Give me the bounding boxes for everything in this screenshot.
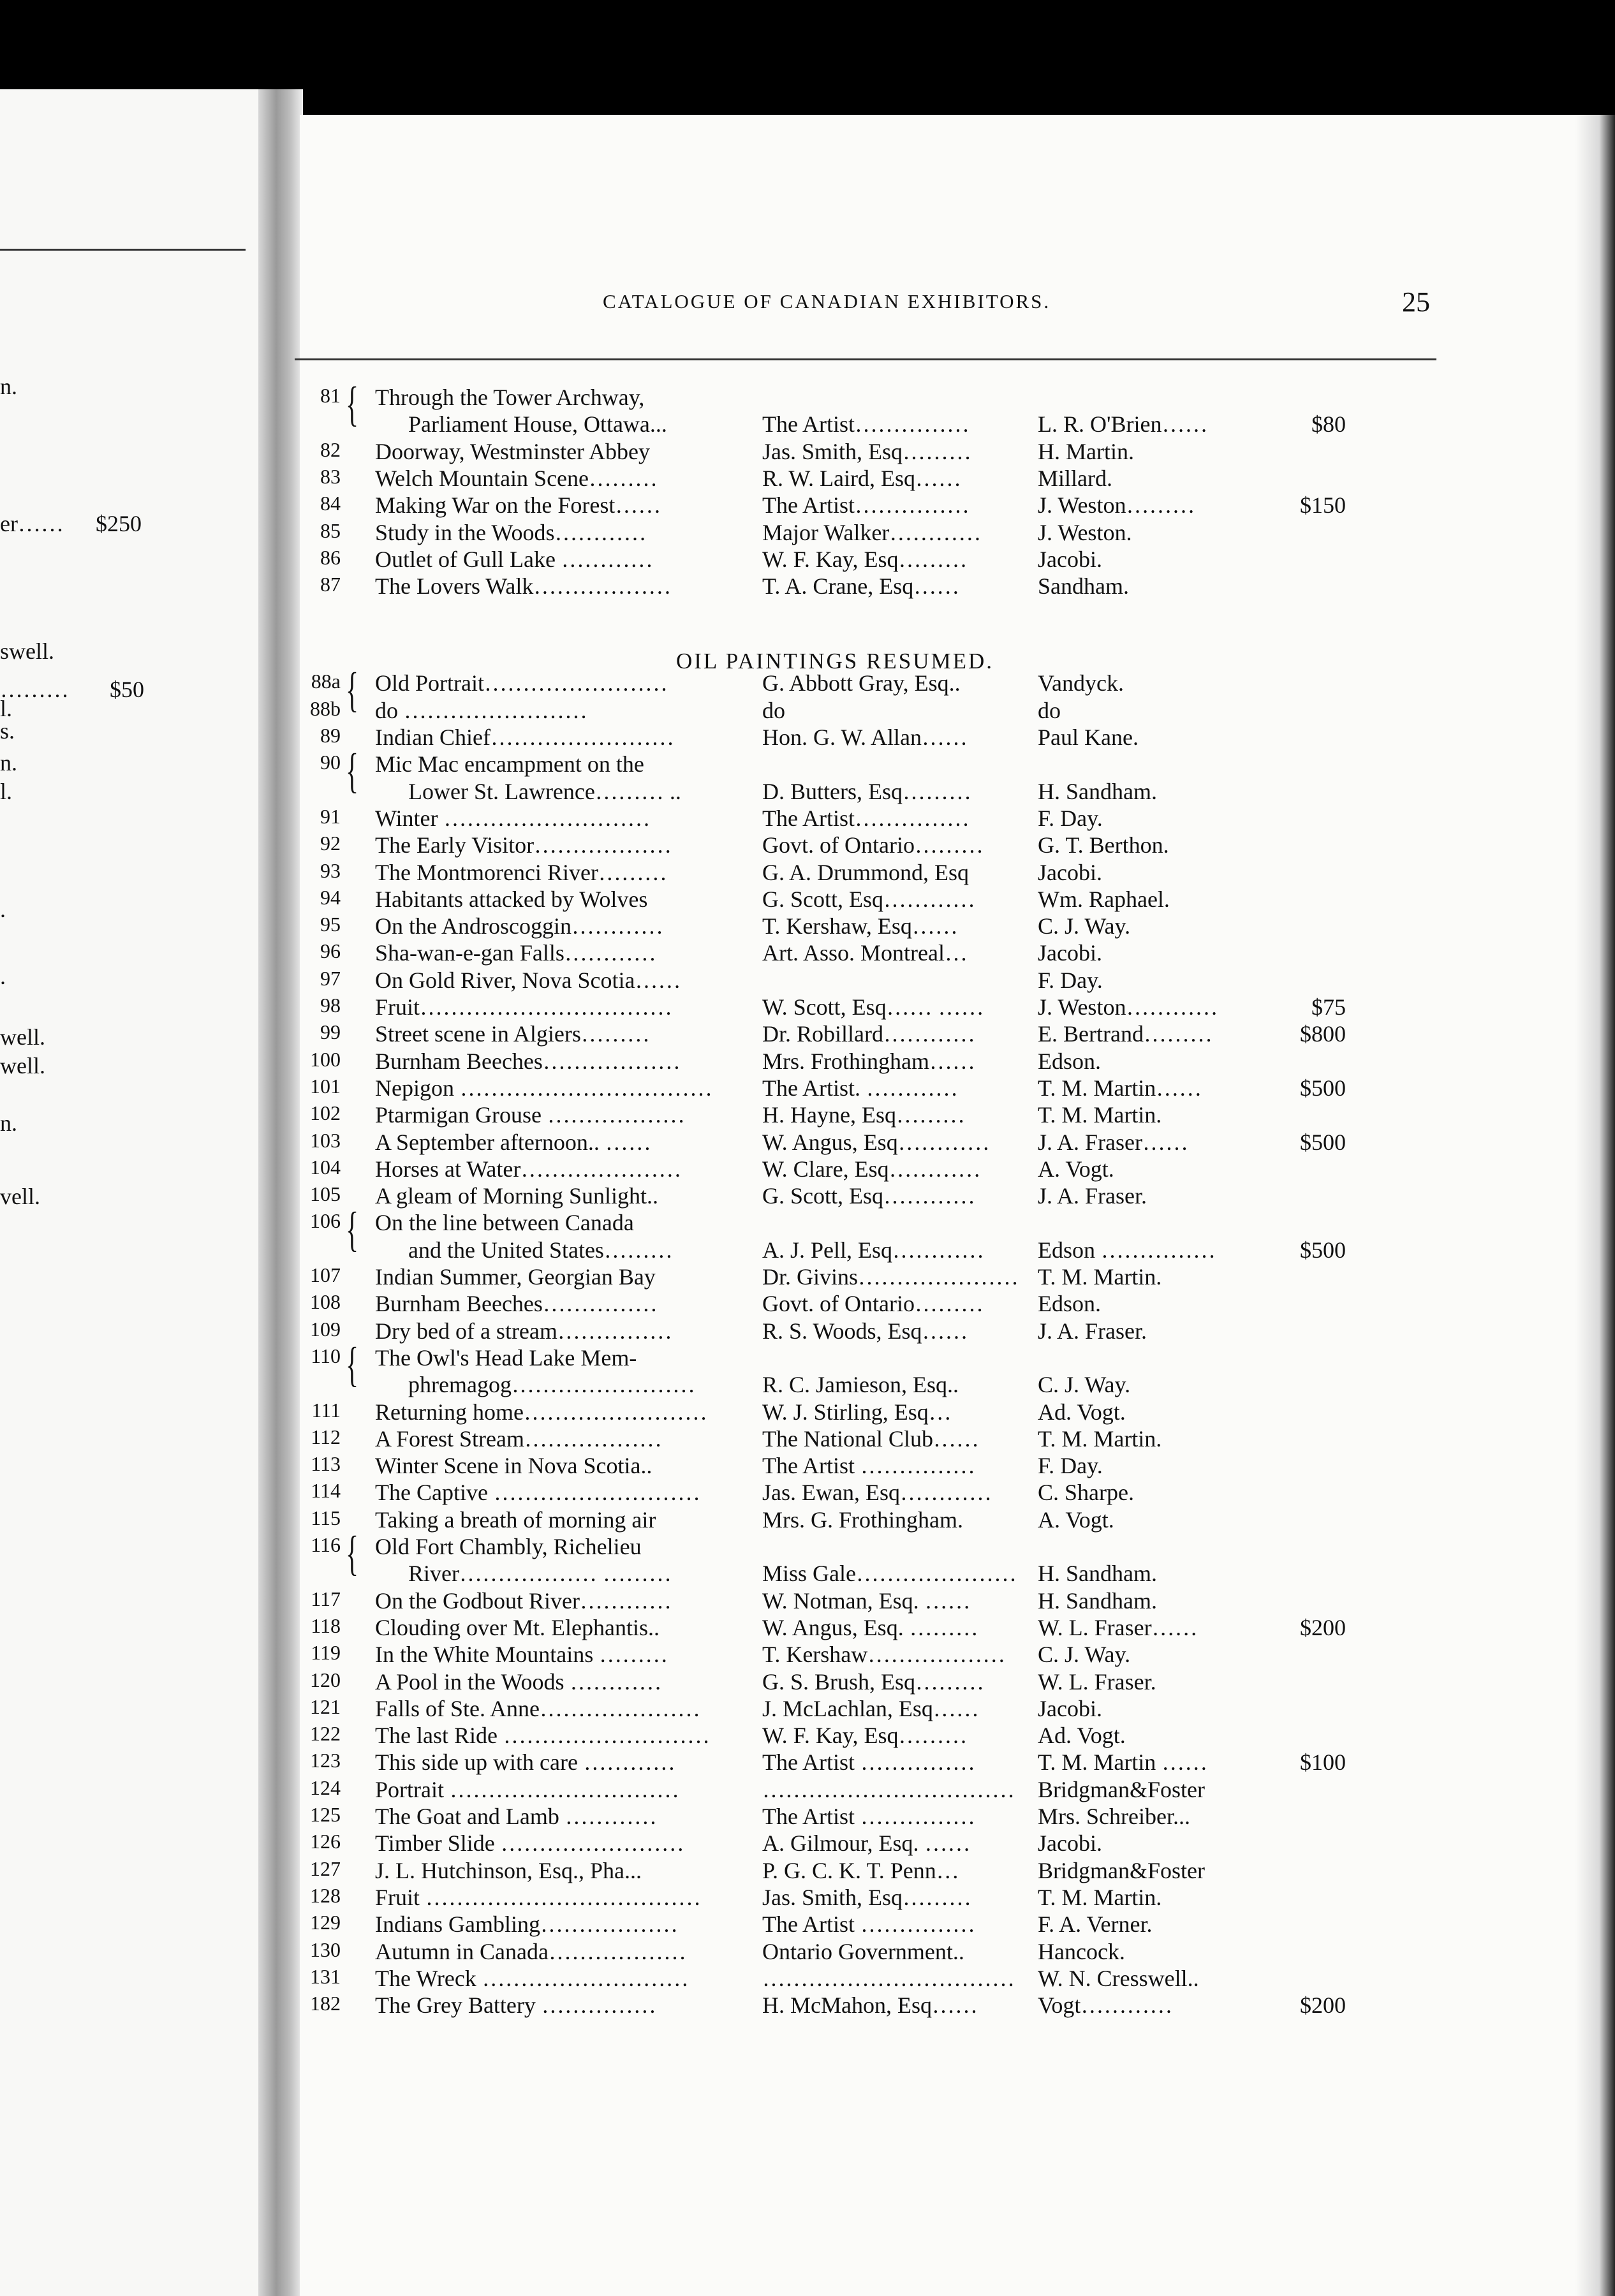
left-page-fragment: . (0, 897, 6, 922)
entry-title: Fruit ……………………………… (375, 1884, 702, 1910)
entry-owner: Mrs. Frothingham…… (762, 1048, 976, 1074)
entry-title: Indian Chief…………………… (375, 725, 674, 750)
entry-number: 100 (310, 1047, 341, 1071)
left-page-fragment: n. (0, 374, 17, 399)
section-title: OIL PAINTINGS RESUMED. (676, 649, 994, 673)
entry-owner: P. G. C. K. T. Penn… (762, 1857, 959, 1883)
entry-owner: G. Scott, Esq………… (762, 886, 976, 912)
entry-artist: T. M. Martin…… (1038, 1075, 1202, 1101)
entry-number: 113 (311, 1452, 341, 1476)
entry-artist: C. J. Way. (1038, 1372, 1131, 1398)
entry-number: 83 (320, 464, 341, 488)
entry-owner: Hon. G. W. Allan…… (762, 725, 968, 750)
entry-number: 106 (310, 1209, 341, 1233)
entry-number: 125 (310, 1803, 341, 1826)
entry-title: Dry bed of a stream…………… (375, 1318, 672, 1344)
entry-title: Sha-wan-e-gan Falls………… (375, 940, 656, 966)
entry-owner: W. Angus, Esq………… (762, 1129, 990, 1155)
entry-artist: G. T. Berthon. (1038, 832, 1169, 858)
entry-title: A gleam of Morning Sunlight.. (375, 1183, 658, 1209)
entry-title: The Goat and Lamb ………… (375, 1804, 657, 1829)
entry-artist: Jacobi. (1038, 1830, 1102, 1857)
entry-number: 117 (311, 1587, 341, 1610)
entry-artist: W. L. Fraser…… (1038, 1614, 1198, 1640)
entry-title: The Montmorenci River……… (375, 859, 667, 885)
entry-title: Nepigon …………………………… (375, 1075, 712, 1101)
entry-owner: T. A. Crane, Esq…… (762, 573, 960, 600)
left-page-fragment: l. (0, 696, 13, 721)
entry-owner: The Artist …………… (762, 1749, 975, 1776)
brace-mark: { (346, 1527, 359, 1580)
entry-number: 120 (310, 1668, 341, 1691)
entry-title: Taking a breath of morning air (375, 1506, 656, 1533)
left-page-fragment: n. (0, 750, 17, 776)
entry-number: 127 (310, 1857, 341, 1880)
entry-owner: A. Gilmour, Esq. …… (762, 1830, 971, 1857)
entry-number: 88a (311, 670, 341, 693)
entry-artist: Edson …………… (1038, 1237, 1216, 1263)
entry-price: $200 (1300, 1614, 1346, 1640)
entry-number: 86 (320, 545, 341, 569)
entry-price: $500 (1300, 1075, 1346, 1101)
page-number: 25 (1402, 286, 1430, 318)
entry-title: The last Ride ……………………… (375, 1723, 710, 1749)
entry-artist: Hancock. (1038, 1938, 1125, 1964)
entry-number: 99 (320, 1020, 341, 1044)
entry-artist: T. M. Martin. (1038, 1884, 1162, 1910)
entry-artist: F. Day. (1038, 967, 1103, 993)
entry-artist: F. Day. (1038, 805, 1103, 831)
entry-owner: The Artist. ………… (762, 1075, 958, 1101)
left-page-fragment: well. (0, 1024, 45, 1050)
entry-price: $80 (1311, 411, 1346, 438)
entry-owner: R. W. Laird, Esq…… (762, 465, 961, 491)
entry-title: River……………… ……… (408, 1561, 672, 1587)
left-page (0, 89, 268, 2296)
entry-owner: G. A. Drummond, Esq (762, 859, 969, 885)
entry-number: 124 (310, 1776, 341, 1799)
entry-number: 82 (320, 438, 341, 461)
entry-owner: Dr. Robillard………… (762, 1021, 975, 1047)
entry-title: Winter Scene in Nova Scotia.. (375, 1453, 653, 1479)
entry-title: Indian Summer, Georgian Bay (375, 1264, 656, 1290)
entry-artist: J. Weston……… (1038, 492, 1195, 519)
entry-owner: A. J. Pell, Esq………… (762, 1237, 985, 1263)
entry-owner: W. J. Stirling, Esq… (762, 1399, 952, 1425)
entry-title: Timber Slide …………………… (375, 1830, 684, 1857)
entry-number: 105 (310, 1182, 341, 1206)
entry-owner: The Artist…………… (762, 492, 970, 519)
entry-owner: G. S. Brush, Esq……… (762, 1668, 985, 1695)
entry-price: $800 (1300, 1021, 1346, 1047)
entry-artist: Jacobi. (1038, 859, 1102, 885)
entry-owner: The Artist…………… (762, 411, 970, 438)
entry-artist: Bridgman&Foster (1038, 1857, 1205, 1883)
entry-owner: W. Angus, Esq. ……… (762, 1614, 978, 1640)
entry-artist: Jacobi. (1038, 1695, 1102, 1721)
entry-owner: Jas. Smith, Esq……… (762, 438, 972, 464)
entry-number: 104 (310, 1155, 341, 1179)
entry-number: 91 (320, 804, 341, 828)
entry-owner: The Artist …………… (762, 1804, 975, 1829)
page-gutter (258, 89, 303, 2296)
entry-number: 126 (310, 1830, 341, 1853)
left-page-fragment: er…… (0, 511, 64, 536)
entry-number: 93 (320, 858, 341, 882)
entry-title: On Gold River, Nova Scotia…… (375, 967, 681, 993)
entry-owner: H. McMahon, Esq…… (762, 1992, 978, 2019)
entry-owner: …………………………… (762, 1776, 1015, 1802)
entry-artist: J. A. Fraser…… (1038, 1129, 1188, 1155)
entry-title: The Grey Battery …………… (375, 1992, 656, 2019)
entry-title: Study in the Woods………… (375, 519, 647, 545)
entry-title: A Pool in the Woods ………… (375, 1668, 662, 1695)
entry-title: The Owl's Head Lake Mem- (375, 1344, 637, 1371)
entry-owner: J. McLachlan, Esq…… (762, 1695, 979, 1721)
entry-owner: W. F. Kay, Esq……… (762, 1723, 968, 1749)
entry-number: 108 (310, 1290, 341, 1314)
entry-title: and the United States……… (408, 1237, 673, 1263)
entry-artist: Mrs. Schreiber... (1038, 1804, 1190, 1829)
left-page-price: $50 (110, 677, 144, 702)
entry-title: Street scene in Algiers……… (375, 1021, 650, 1047)
entry-owner: W. Notman, Esq. …… (762, 1587, 971, 1614)
entry-artist: C. J. Way. (1038, 1642, 1131, 1668)
entry-artist: H. Sandham. (1038, 778, 1157, 804)
entry-title: do …………………… (375, 697, 587, 723)
entry-price: $100 (1300, 1749, 1346, 1776)
entry-number: 84 (320, 492, 341, 515)
running-head: CATALOGUE OF CANADIAN EXHIBITORS. (603, 290, 1051, 313)
entry-number: 110 (311, 1344, 341, 1367)
entry-artist: J. Weston………… (1038, 994, 1218, 1020)
entry-owner: H. Hayne, Esq……… (762, 1102, 965, 1128)
brace-mark: { (346, 1337, 359, 1392)
entry-number: 107 (310, 1263, 341, 1286)
left-page-fragment: s. (0, 718, 15, 744)
entry-owner: The Artist …………… (762, 1911, 975, 1938)
entry-artist: T. M. Martin …… (1038, 1749, 1208, 1776)
entry-title: Old Fort Chambly, Richelieu (375, 1534, 642, 1559)
entry-title: Burnham Beeches……………… (375, 1048, 681, 1074)
entry-number: 97 (320, 966, 341, 990)
entry-owner: Mrs. G. Frothingham. (762, 1506, 963, 1533)
left-page-fragment: l. (0, 779, 13, 804)
entry-artist: Vogt………… (1038, 1992, 1173, 2019)
entry-title: On the Androscoggin………… (375, 913, 663, 939)
entry-owner: Art. Asso. Montreal… (762, 940, 968, 966)
left-page-fragment: n. (0, 1110, 17, 1136)
entry-title: Welch Mountain Scene……… (375, 465, 658, 491)
left-page-fragment: . (0, 964, 6, 989)
entry-title: The Lovers Walk……………… (375, 573, 672, 600)
entry-artist: A. Vogt. (1038, 1506, 1114, 1533)
entry-title: A Forest Stream……………… (375, 1425, 662, 1452)
entry-owner: Major Walker………… (762, 519, 982, 545)
entry-owner: Jas. Ewan, Esq………… (762, 1480, 992, 1506)
entry-number: 130 (310, 1938, 341, 1961)
entry-title: J. L. Hutchinson, Esq., Pha... (375, 1857, 642, 1883)
entry-number: 103 (310, 1128, 341, 1152)
left-page-fragment: ……… (0, 677, 69, 702)
entry-number: 123 (310, 1749, 341, 1772)
entry-owner: T. Kershaw, Esq…… (762, 913, 958, 939)
entry-title: On the Godbout River………… (375, 1587, 672, 1614)
header-rule (295, 358, 1436, 360)
entry-title: On the line between Canada (375, 1210, 634, 1236)
entry-artist: Ad. Vogt. (1038, 1399, 1126, 1425)
entry-owner: Jas. Smith, Esq……… (762, 1884, 972, 1910)
entry-artist: H. Sandham. (1038, 1587, 1157, 1614)
entry-artist: Millard. (1038, 465, 1112, 491)
entry-title: Portrait ………………………… (375, 1776, 679, 1802)
entry-title: Through the Tower Archway, (375, 385, 645, 410)
entry-artist: Edson. (1038, 1291, 1101, 1317)
entry-title: phremagog…………………… (408, 1372, 695, 1398)
entry-owner: G. Abbott Gray, Esq.. (762, 670, 961, 696)
entry-number: 96 (320, 939, 341, 963)
entry-title: Parliament House, Ottawa... (408, 411, 667, 438)
entry-owner: D. Butters, Esq……… (762, 778, 971, 804)
entry-artist: F. Day. (1038, 1453, 1103, 1479)
entry-title: A September afternoon.. …… (375, 1129, 651, 1155)
left-page-price: $250 (96, 511, 142, 536)
entry-artist: C. Sharpe. (1038, 1480, 1134, 1506)
entry-number: 122 (310, 1722, 341, 1746)
entry-owner: Ontario Government.. (762, 1938, 964, 1964)
entry-artist: E. Bertrand……… (1038, 1021, 1213, 1047)
entry-title: Old Portrait…………………… (375, 670, 668, 696)
entry-number: 129 (310, 1911, 341, 1934)
entry-artist: Paul Kane. (1038, 725, 1139, 750)
entry-title: Lower St. Lawrence……… .. (408, 778, 681, 804)
entry-title: Habitants attacked by Wolves (375, 886, 648, 912)
entry-number: 114 (311, 1479, 341, 1503)
entry-artist: Edson. (1038, 1048, 1101, 1074)
entry-owner: The Artist…………… (762, 805, 970, 831)
brace-mark: { (346, 663, 359, 718)
entry-artist: J. A. Fraser. (1038, 1318, 1147, 1344)
entry-number: 90 (320, 751, 341, 774)
entry-title: Horses at Water………………… (375, 1156, 682, 1182)
entry-artist: Bridgman&Foster (1038, 1776, 1205, 1802)
entry-artist: Vandyck. (1038, 670, 1124, 696)
entry-owner: do (762, 697, 785, 723)
entry-number: 119 (311, 1641, 341, 1665)
entry-owner: W. Scott, Esq…… …… (762, 994, 984, 1020)
entry-title: Making War on the Forest…… (375, 492, 661, 519)
entry-title: Burnham Beeches…………… (375, 1291, 658, 1317)
entry-artist: do (1038, 697, 1061, 723)
entry-owner: R. C. Jamieson, Esq.. (762, 1372, 959, 1398)
entry-price: $75 (1311, 994, 1346, 1020)
entry-number: 102 (310, 1101, 341, 1125)
entry-artist: T. M. Martin. (1038, 1425, 1162, 1452)
entry-artist: H. Sandham. (1038, 1561, 1157, 1587)
entry-title: Clouding over Mt. Elephantis.. (375, 1614, 660, 1640)
entry-title: Ptarmigan Grouse ……………… (375, 1102, 685, 1128)
entry-artist: T. M. Martin. (1038, 1102, 1162, 1128)
entry-artist: F. A. Verner. (1038, 1911, 1153, 1938)
left-page-fragment: well. (0, 1053, 45, 1078)
entry-owner: W. F. Kay, Esq……… (762, 546, 968, 572)
entry-owner: R. S. Woods, Esq…… (762, 1318, 968, 1344)
entry-artist: Ad. Vogt. (1038, 1723, 1126, 1749)
entry-owner: …………………………… (762, 1965, 1015, 1991)
entry-title: The Wreck ……………………… (375, 1965, 689, 1991)
entry-number: 109 (310, 1317, 341, 1341)
entry-title: Autumn in Canada……………… (375, 1938, 686, 1964)
entry-owner: Dr. Givins………………… (762, 1264, 1019, 1290)
entry-artist: Sandham. (1038, 573, 1129, 600)
entry-number: 121 (310, 1695, 341, 1718)
entry-owner: G. Scott, Esq………… (762, 1183, 976, 1209)
entry-title: Winter ……………………… (375, 805, 651, 831)
entry-price: $150 (1300, 492, 1346, 519)
entry-title: The Captive ……………………… (375, 1480, 700, 1506)
entry-owner: W. Clare, Esq………… (762, 1156, 981, 1182)
entry-number: 101 (310, 1074, 341, 1098)
entry-owner: Govt. of Ontario……… (762, 1291, 984, 1317)
entry-owner: T. Kershaw……………… (762, 1642, 1006, 1668)
brace-mark: { (346, 744, 359, 798)
entry-artist: W. N. Cresswell.. (1038, 1965, 1199, 1991)
entry-title: This side up with care ………… (375, 1749, 675, 1776)
entry-number: 95 (320, 913, 341, 936)
entry-owner: Miss Gale………………… (762, 1561, 1017, 1587)
entry-number: 116 (311, 1533, 341, 1556)
entry-artist: H. Martin. (1038, 438, 1134, 464)
entry-title: Mic Mac encampment on the (375, 751, 644, 777)
entry-title: Falls of Ste. Anne………………… (375, 1695, 700, 1721)
entry-artist: W. L. Fraser. (1038, 1668, 1156, 1695)
entry-number: 118 (311, 1614, 341, 1637)
entry-price: $500 (1300, 1237, 1346, 1263)
entry-number: 87 (320, 573, 341, 596)
entry-number: 112 (311, 1425, 341, 1448)
entry-owner: The Artist …………… (762, 1453, 975, 1479)
entry-title: Fruit…………………………… (375, 994, 673, 1020)
entry-number: 88b (310, 696, 341, 720)
entry-price: $200 (1300, 1992, 1346, 2019)
entry-owner: The National Club…… (762, 1425, 979, 1452)
entry-artist: J. Weston. (1038, 519, 1132, 545)
entry-number: 89 (320, 724, 341, 747)
entry-number: 98 (320, 994, 341, 1017)
entry-artist: Jacobi. (1038, 940, 1102, 966)
entry-price: $500 (1300, 1129, 1346, 1155)
entry-number: 85 (320, 519, 341, 542)
entry-title: Doorway, Westminster Abbey (375, 438, 651, 464)
entry-title: The Early Visitor……………… (375, 832, 672, 858)
entry-number: 94 (320, 885, 341, 909)
entry-artist: J. A. Fraser. (1038, 1183, 1147, 1209)
left-page-fragment: vell. (0, 1184, 40, 1209)
entry-title: Outlet of Gull Lake ………… (375, 546, 653, 572)
entry-title: In the White Mountains ……… (375, 1642, 668, 1668)
entry-artist: C. J. Way. (1038, 913, 1131, 939)
entry-number: 131 (310, 1964, 341, 1988)
entry-title: Returning home…………………… (375, 1399, 707, 1425)
entry-artist: Wm. Raphael. (1038, 886, 1170, 912)
entry-artist: T. M. Martin. (1038, 1264, 1162, 1290)
entry-number: 92 (320, 832, 341, 855)
left-page-rule (0, 249, 246, 251)
entry-number: 111 (311, 1398, 341, 1422)
entry-number: 128 (310, 1883, 341, 1907)
entry-number: 81 (320, 384, 341, 407)
entry-artist: Jacobi. (1038, 546, 1102, 572)
left-page-fragment: swell. (0, 638, 54, 664)
entry-title: Indians Gambling……………… (375, 1911, 678, 1938)
entry-number: 182 (310, 1992, 341, 2015)
entry-owner: Govt. of Ontario……… (762, 832, 984, 858)
entry-artist: L. R. O'Brien…… (1038, 411, 1208, 438)
brace-mark: { (346, 1203, 359, 1257)
brace-mark: { (346, 378, 359, 431)
entry-artist: A. Vogt. (1038, 1156, 1114, 1182)
page-edge (1575, 115, 1615, 2296)
entry-number: 115 (311, 1506, 341, 1529)
